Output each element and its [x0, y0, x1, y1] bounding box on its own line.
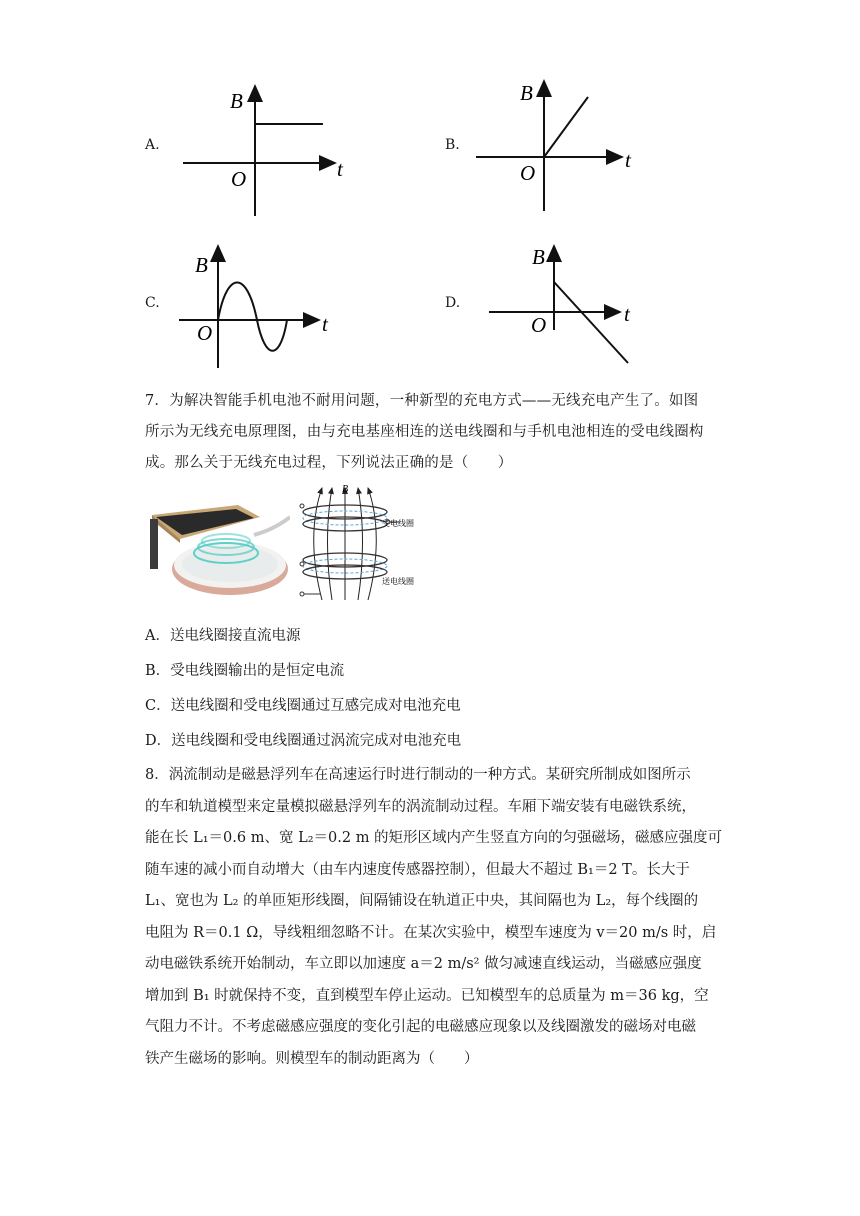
axis-y-label: B — [520, 81, 533, 105]
graph-b — [470, 75, 650, 215]
origin-label: O — [520, 161, 536, 185]
q7-choice-b: B．受电线圈输出的是恒定电流 — [145, 663, 345, 679]
coil-diagram — [290, 482, 440, 602]
q8-line: 电阻为 R＝0.1 Ω，导线粗细忽略不计。在某次实验中，模型车速度为 v＝20 m/s 时，启 — [145, 924, 717, 941]
axis-x-label: t — [624, 302, 630, 326]
q8-line: 气阻力不计。不考虑磁感应强度的变化引起的电磁感应现象以及线圈激发的磁场对电磁 — [145, 1019, 696, 1035]
axis-x-label: t — [322, 312, 328, 336]
q7-choice-a: A．送电线圈接直流电源 — [145, 628, 301, 644]
q7-choice-d: D．送电线圈和受电线圈通过涡流完成对电池充电 — [145, 733, 462, 749]
option-a-label: A. — [145, 137, 160, 153]
origin-label: O — [231, 167, 247, 191]
graph-c — [175, 240, 345, 370]
axis-x-label: t — [337, 157, 343, 181]
q8-line: 能在长 L₁＝0.6 m、宽 L₂＝0.2 m 的矩形区域内产生竖直方向的匀强磁场，磁感应强度可 — [145, 830, 723, 846]
q8-line: 8．涡流制动是磁悬浮列车在高速运行时进行制动的一种方式。某研究所制成如图所示 — [145, 767, 691, 783]
axis-y-label: B — [230, 89, 243, 113]
axis-y-label: B — [532, 245, 545, 269]
phone-charger-photo — [150, 495, 290, 600]
q8-line: 随车速的减小而自动增大（由车内速度传感器控制），但最大不超过 B₁＝2 T。长大于 — [145, 861, 690, 878]
q7-stem: 7．为解决智能手机电池不耐用问题，一种新型的充电方式——无线充电产生了。如图所示为无线充电原理图，由与充电基座相连的送电线圈和与手机电池相连的受电线圈构成。那么关于无线充电过程，下列说法正确的是（ ） — [145, 393, 704, 471]
b-curve — [544, 97, 588, 157]
origin-label: O — [531, 313, 547, 337]
option-d-label: D. — [445, 295, 461, 311]
axis-x-label: t — [625, 148, 631, 172]
q8-line: 增加到 B₁ 时就保持不变，直到模型车停止运动。已知模型车的总质量为 m＝36 kg，空 — [145, 987, 709, 1004]
q8-line: 的车和轨道模型来定量模拟磁悬浮列车的涡流制动过程。车厢下端安装有电磁铁系统， — [145, 798, 696, 815]
receive-coil-label: 受电线圈 — [382, 519, 414, 528]
q8-body — [145, 760, 722, 1075]
axis-y-label: B — [195, 253, 208, 277]
graph-d — [485, 240, 655, 370]
field-b-label: B — [342, 484, 349, 495]
option-b-label: B. — [445, 137, 460, 153]
q8-line: L₁、宽也为 L₂ 的单匝矩形线圈，间隔铺设在轨道正中央，其间隔也为 L₂，每个线圈的 — [145, 893, 699, 909]
graph-a — [175, 80, 355, 220]
q8-line: 铁产生磁场的影响。则模型车的制动距离为（ ） — [145, 1050, 479, 1067]
origin-label: O — [197, 321, 213, 345]
q7-choice-c: C．送电线圈和受电线圈通过互感完成对电池充电 — [145, 698, 461, 714]
send-coil-label: 送电线圈 — [382, 577, 414, 586]
b-curve — [218, 283, 287, 351]
b-curve — [554, 282, 628, 363]
q8-line: 动电磁铁系统开始制动，车立即以加速度 a＝2 m/s² 做匀减速直线运动，当磁感应强度 — [145, 956, 702, 972]
option-c-label: C. — [145, 295, 160, 311]
